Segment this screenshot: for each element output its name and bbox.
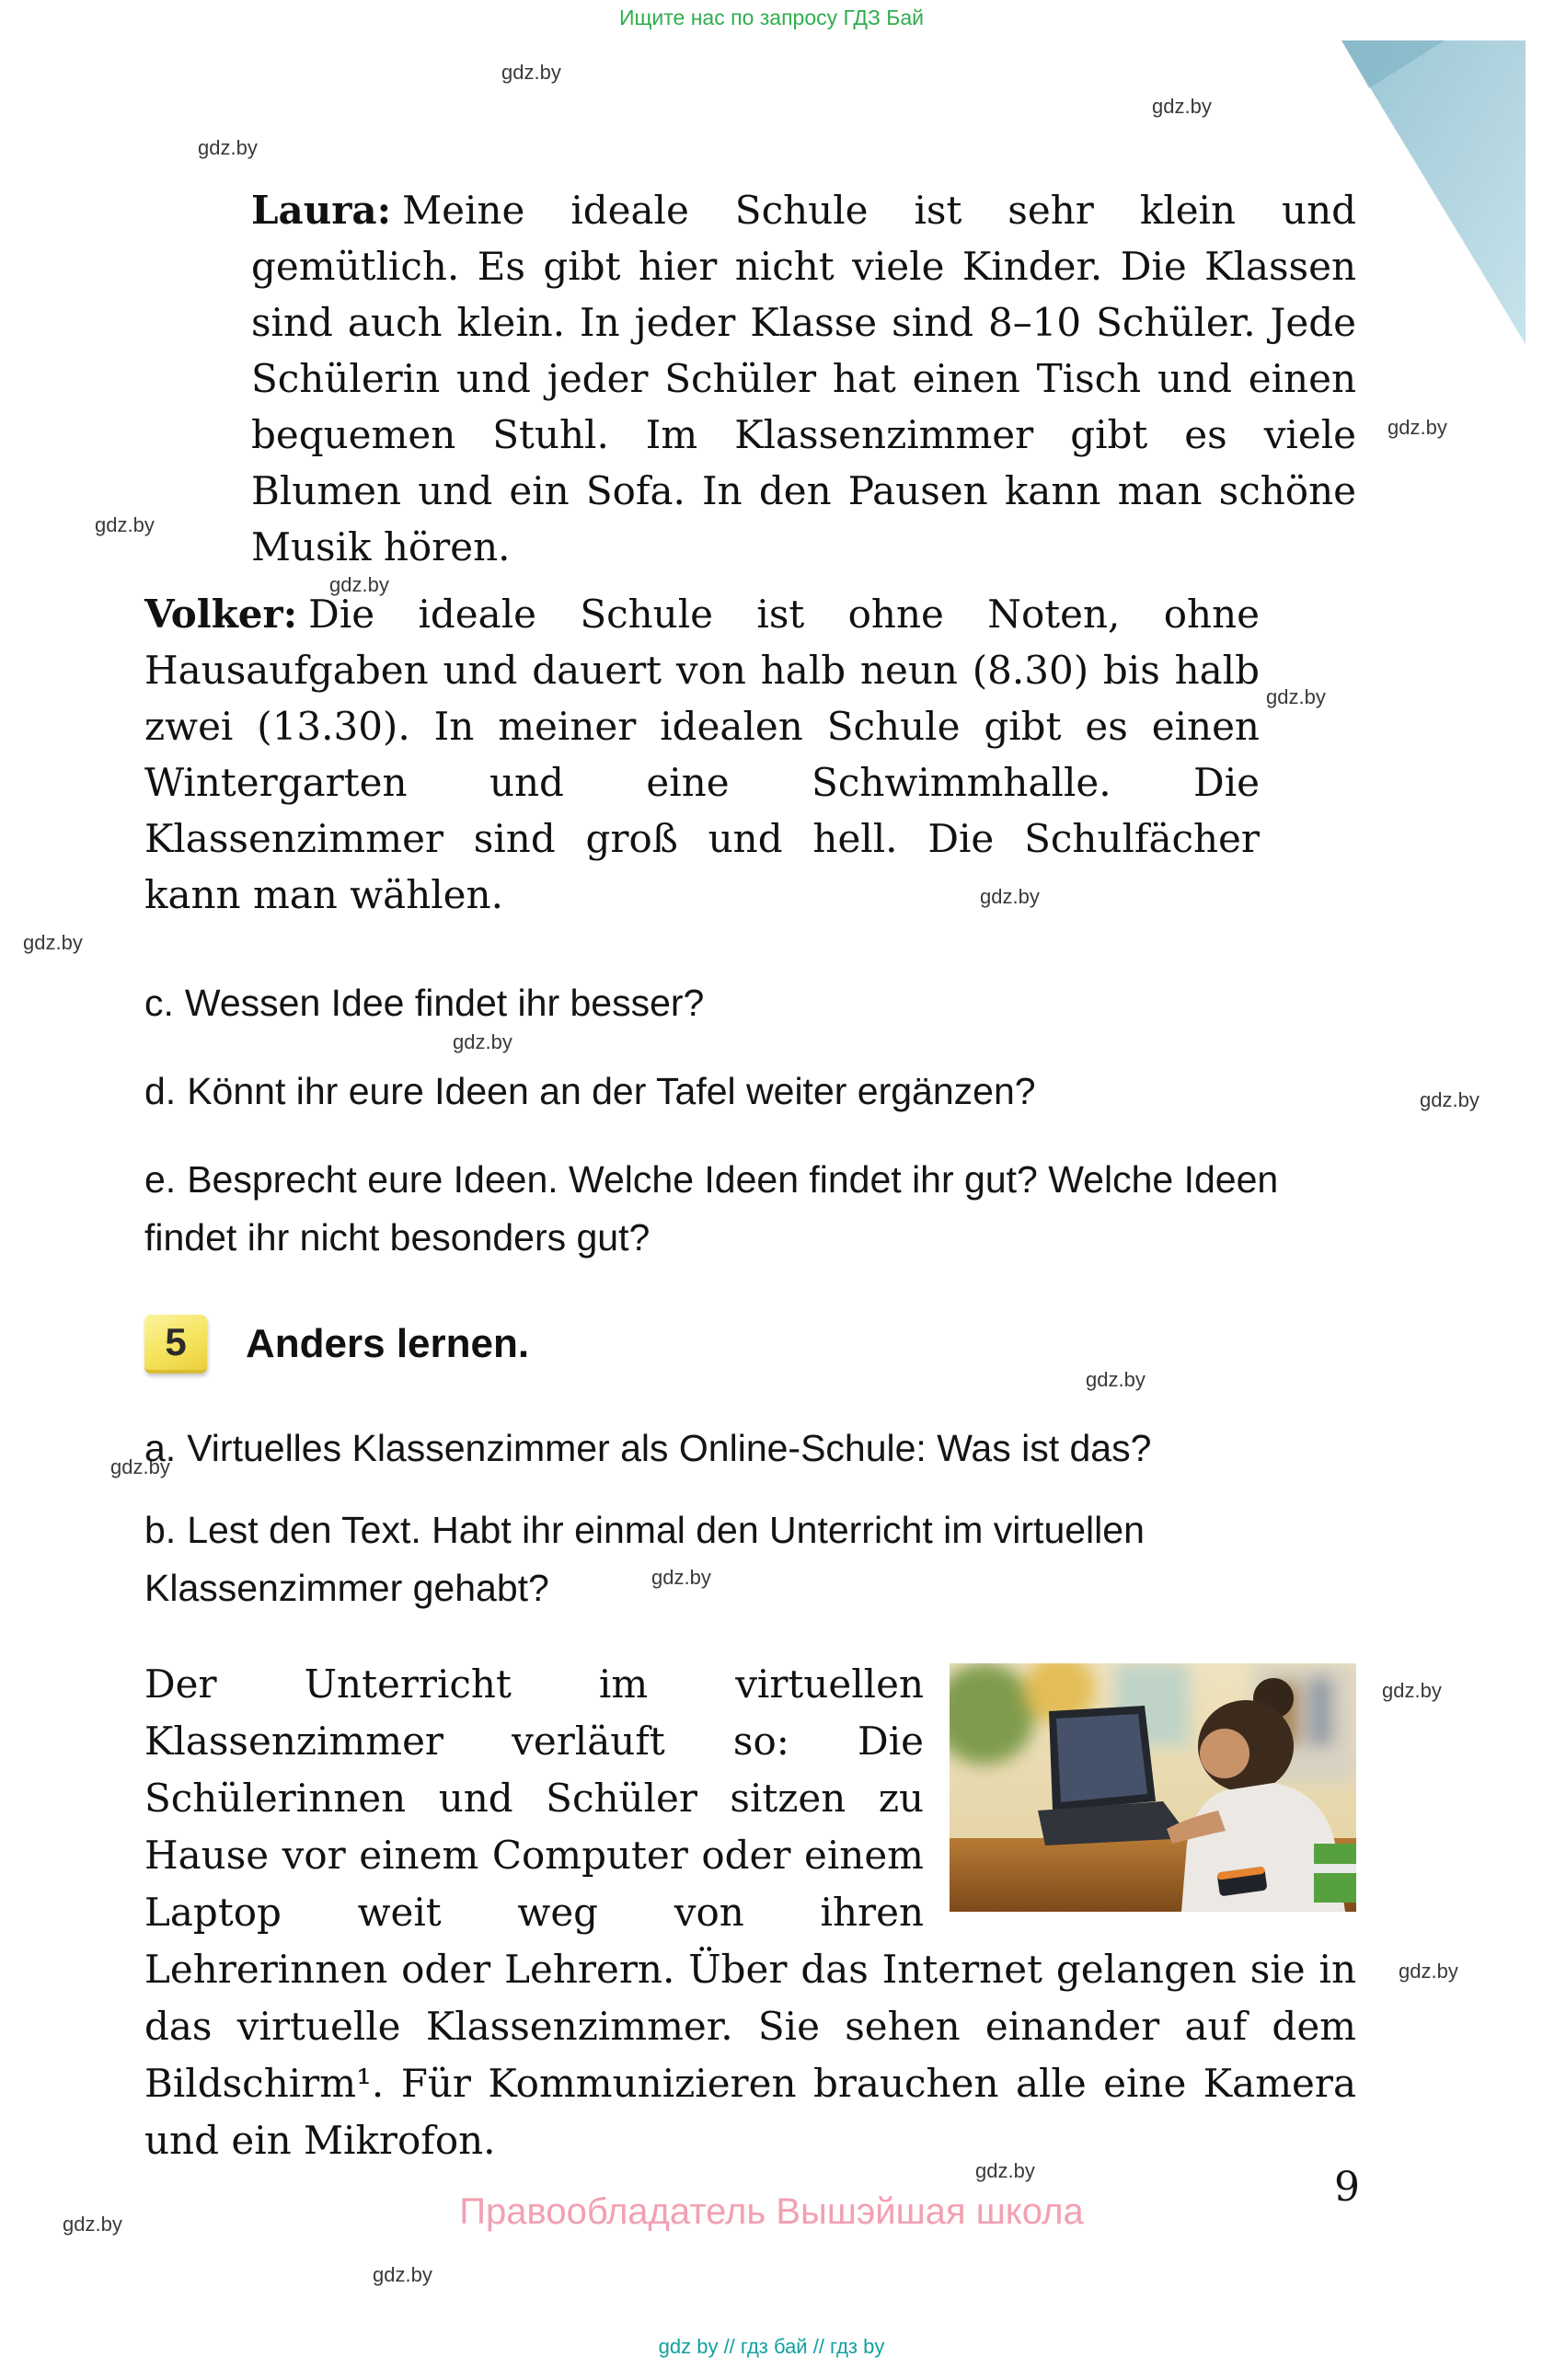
question-text: Könnt ihr eure Ideen an der Tafel weiter ergänzen? [187,1070,1036,1112]
speaker-name: Volker: [144,592,298,637]
exercise-title: Anders lernen. [246,1321,530,1366]
dialog-paragraph-volker [144,586,1260,923]
search-notice: Ищите нас по запросу ГДЗ Бай [618,6,925,29]
question-label: d. [144,1070,177,1112]
question-label: c. [144,982,174,1024]
question-text: Besprecht eure Ideen. Welche Ideen findet ihr gut? Welche Ideen findet ihr nicht besonders gut? [144,1158,1279,1259]
question-label: e. [144,1158,177,1201]
dialog-text: Die ideale Schule ist ohne Noten, ohne Hausaufgaben und dauert von halb neun (8.30) bis halb zwei (13.30). In meiner idealen Schule gibt es einen Wintergarten und eine Schwimmhalle. Die Klassenzimmer sind groß und hell. Die Schulfächer kann man wählen. [144,592,1260,917]
question-text: Wessen Idee findet ihr besser? [184,982,705,1024]
task-b [144,1501,1356,1617]
footer-links[interactable]: gdz by // гдз бай // гдз by [658,2335,885,2358]
question-e [144,1151,1356,1267]
watermark: gdz.by [373,2263,432,2286]
reading-paragraph [144,1656,1356,2169]
task-a [144,1420,1356,1477]
exercise-number-badge: 5 [144,1315,207,1374]
speaker-name: Laura: [251,188,392,233]
task-text: Virtuelles Klassenzimmer als Online-Schule: Was ist das? [187,1427,1152,1469]
task-label: b. [144,1509,177,1551]
watermark: gdz.by [501,61,561,84]
watermark: gdz.by [63,2213,122,2236]
reading-text: Der Unterricht im virtuellen Klassenzimmer verläuft so: Die Schülerinnen und Schüler sitzen zu Hause vor einem Computer oder einem Laptop weit weg von ihren Lehrerinnen oder Lehrern. Über das Internet gelangen sie in das virtuelle Klassenzimmer. Sie sehen einander auf dem Bildschirm¹. Für Kommunizieren brauchen alle eine Kamera und ein Mikrofon. [144,1661,1356,2163]
watermark: gdz.by [1420,1088,1480,1111]
watermark: gdz.by [975,2159,1035,2182]
watermark: gdz.by [23,931,83,954]
watermark: gdz.by [1086,1368,1146,1391]
watermark: gdz.by [1382,1679,1442,1702]
dialog-paragraph-laura [251,182,1356,575]
dialog-text: Meine ideale Schule ist sehr klein und gemütlich. Es gibt hier nicht viele Kinder. Die Klassen sind auch klein. In jeder Klasse sind 8–10 Schüler. Jede Schülerin und jeder Schüler hat einen Tisch und einen bequemen Stuhl. Im Klassenzimmer gibt es viele Blumen und ein Sofa. In den Pausen kann man schöne Musik hören. [251,188,1356,569]
watermark: gdz.by [198,136,258,159]
watermark: gdz.by [1152,95,1212,118]
watermark: gdz.by [980,885,1040,908]
watermark: gdz.by [95,513,155,536]
watermark: gdz.by [453,1030,512,1053]
question-d [144,1063,1356,1121]
publisher-credit: Правообладатель Вышэйшая школа [459,2191,1084,2232]
corner-ribbon-decoration [1341,40,1526,344]
task-label: a. [144,1427,177,1469]
task-text: Lest den Text. Habt ihr einmal den Unterricht im virtuellen Klassenzimmer gehabt? [144,1509,1145,1609]
watermark: gdz.by [1388,416,1447,439]
watermark: gdz.by [110,1455,170,1478]
page-number: 9 [1334,2164,1360,2211]
watermark: gdz.by [1399,1960,1458,1983]
exercise-header [144,1315,1356,1374]
photo-girl-laptop [950,1663,1356,1912]
page-content [144,182,1356,2169]
question-c [144,974,1356,1032]
watermark: gdz.by [1266,685,1326,708]
watermark: gdz.by [329,573,389,596]
watermark: gdz.by [651,1566,711,1589]
